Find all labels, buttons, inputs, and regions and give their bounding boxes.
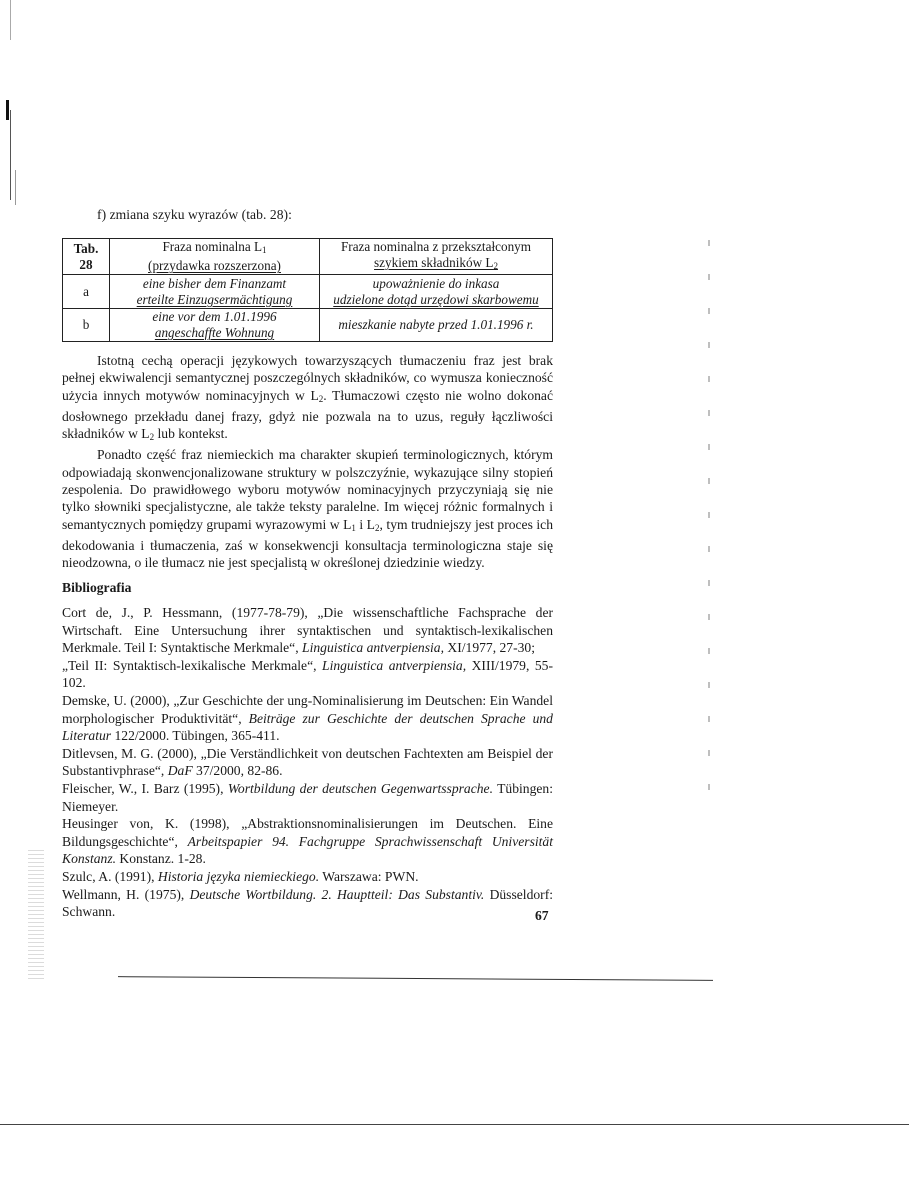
entry-text: Szulc, A. (1991),: [62, 868, 158, 884]
scan-artifact-top: [10, 0, 11, 40]
scan-artifact-edge-line: [10, 110, 11, 200]
scan-artifact-edge: [6, 100, 9, 120]
bibliography-entry: [62, 886, 553, 921]
table-number: 28: [79, 256, 93, 272]
paragraph-text: lub kontekst.: [154, 426, 228, 442]
german-line: angeschaffte Wohnung: [154, 325, 275, 340]
bibliography-entry: [62, 657, 553, 692]
col2-header-sub: 2: [493, 261, 498, 271]
paragraph-text: i L: [355, 516, 375, 532]
entry-title: Linguistica antverpiensia,: [322, 657, 467, 673]
col1-header-sub: 1: [262, 245, 267, 255]
entry-text: 122/2000. Tübingen, 365-411.: [111, 728, 280, 744]
table-number-cell: [63, 239, 110, 275]
polish-phrase: [320, 275, 553, 309]
col2-header-line2: szykiem składników L: [374, 255, 494, 270]
german-line: erteilte Einzugsermächtigung: [136, 291, 293, 307]
scan-artifact-line: [0, 1124, 909, 1125]
paragraph-text: Ponadto część fraz niemieckich ma charakter skupień terminologicznych, którym odpowiadają skonwencjonalizowane struktury w polszczyźnie, wykazujące silny stopień zespolenia. Do prawidłowego wyboru motywów nominacyjnych przyczyniają się nie tylko słowniki specjalistyczne, ale także teksty paralelne. Im więcej różnic formalnych i semantycznych pomiędzy grupami wyrazowymi w L: [62, 447, 553, 532]
entry-title: Wortbildung der deutschen Gegenwartssprache.: [227, 780, 493, 796]
entry-text: Warszawa: PWN.: [319, 868, 419, 884]
german-line: eine bisher dem Finanzamt: [142, 275, 287, 291]
entry-title: Arbeitspapier 94. Fachgruppe Sprachwissenschaft Universität Konstanz.: [62, 833, 553, 867]
comparison-table: [62, 238, 553, 342]
entry-text: Tübingen: Niemeyer.: [62, 780, 553, 814]
scan-artifact-line: [118, 976, 713, 981]
german-line: eine vor dem 1.01.1996: [152, 309, 277, 324]
col2-header-line1: Fraza nominalna z przekształconym: [340, 239, 532, 254]
scan-artifact-margin: [708, 240, 710, 800]
entry-text: Fleischer, W., I. Barz (1995),: [62, 780, 228, 796]
bibliography-entry: [62, 868, 553, 886]
entry-text: Wellmann, H. (1975),: [62, 886, 190, 902]
entry-text: XIII/1979, 55-102.: [62, 657, 554, 691]
bibliography-entry: [62, 604, 553, 657]
table-row: [63, 309, 553, 342]
paragraph: [62, 446, 553, 571]
entry-title: Deutsche Wortbildung. 2. Hauptteil: Das Substantiv.: [189, 886, 485, 902]
entry-title: DaF: [167, 763, 193, 779]
entry-text: 37/2000, 82-86.: [192, 763, 283, 779]
bibliography-heading: Bibliografia: [62, 580, 132, 595]
polish-phrase: mieszkanie nabyte przed 1.01.1996 r.: [320, 309, 553, 342]
polish-line: upoważnienie do inkasa: [372, 275, 500, 291]
subscript: 2: [149, 432, 155, 443]
paragraph-text: . Tłumaczowi często nie wolno dokonać dosłownego przekładu danej frazy, gdyż nie pozwala na to uzus, reguły łączliwości składników w L: [62, 387, 553, 442]
paragraph: [62, 352, 553, 446]
entry-text: Cort de, J., P. Hessmann, (1977-78-79), „Die wissenschaftliche Fachsprache der Wirtschaft. Eine Untersuchung ihrer syntaktischen und syntaktisch-lexikalischen Merkmale. Teil I: Syntaktische Merkmale“,: [62, 605, 553, 656]
row-label: a: [63, 275, 110, 309]
table-row: [63, 275, 553, 309]
bibliography-list: [62, 604, 553, 921]
entry-title: Beiträge zur Geschichte der deutschen Sprache und Literatur: [62, 710, 553, 744]
bibliography-entry: [62, 692, 553, 745]
bibliography-entry: [62, 745, 553, 780]
bibliography-entry: [62, 780, 553, 815]
entry-title: Historia języka niemieckiego.: [157, 868, 320, 884]
bibliography-entry: [62, 815, 553, 868]
german-phrase: [110, 309, 320, 342]
entry-text: Düsseldorf: Schwann.: [62, 886, 553, 920]
entry-text: Ditlevsen, M. G. (2000), „Die Verständlichkeit von deutschen Fachtexten am Beispiel der Substantivphrase“,: [62, 745, 553, 779]
entry-text: „Teil II: Syntaktisch-lexikalische Merkmale“,: [62, 657, 323, 673]
entry-text: Demske, U. (2000), „Zur Geschichte der ung-Nominalisierung im Deutschen: Ein Wandel morphologischer Produktivität“,: [62, 692, 553, 726]
page-number: 67: [535, 908, 549, 923]
col-header-german: [110, 239, 320, 275]
table-header-row: [63, 239, 553, 275]
subscript: 2: [375, 522, 380, 533]
entry-text: Konstanz. 1-28.: [116, 851, 206, 867]
polish-line: udzielone dotąd urzędowi skarbowemu: [333, 291, 539, 307]
paragraph-text: Istotną cechą operacji językowych towarzyszących tłumaczeniu fraz jest brak pełnej ekwiwalencji semantycznej poszczególnych składników, co wymusza konieczność użycia innych motywów nominacyjnych w L: [62, 353, 553, 403]
subscript: 1: [351, 522, 356, 533]
col1-header-line1: Fraza nominalna L: [162, 239, 263, 254]
col-header-polish: [320, 239, 553, 275]
section-intro: f) zmiana szyku wyrazów (tab. 28):: [97, 207, 292, 222]
paragraph-text: , tym trudniejszy jest proces ich dekodowania i tłumaczenia, zaś w konsekwencji konsultacja terminologiczna staje się nieodzowna, o ile tłumacz nie jest specjalistą w określonej dziedzinie wiedzy.: [62, 516, 553, 571]
table-label: Tab.: [73, 240, 99, 256]
subscript: 2: [318, 393, 324, 404]
entry-title: Linguistica antverpiensia,: [302, 640, 444, 656]
scan-artifact-edge-line: [15, 170, 16, 205]
scan-artifact-noise: [28, 850, 44, 980]
body-text: [62, 352, 553, 572]
german-phrase: [110, 275, 320, 309]
entry-text: Heusinger von, K. (1998), „Abstraktionsnominalisierungen im Deutschen. Eine Bildungsgeschichte“,: [62, 816, 553, 849]
col1-header-line2: (przydawka rozszerzona): [148, 258, 281, 273]
row-label: b: [63, 309, 110, 342]
entry-text: XI/1977, 27-30;: [444, 640, 535, 656]
